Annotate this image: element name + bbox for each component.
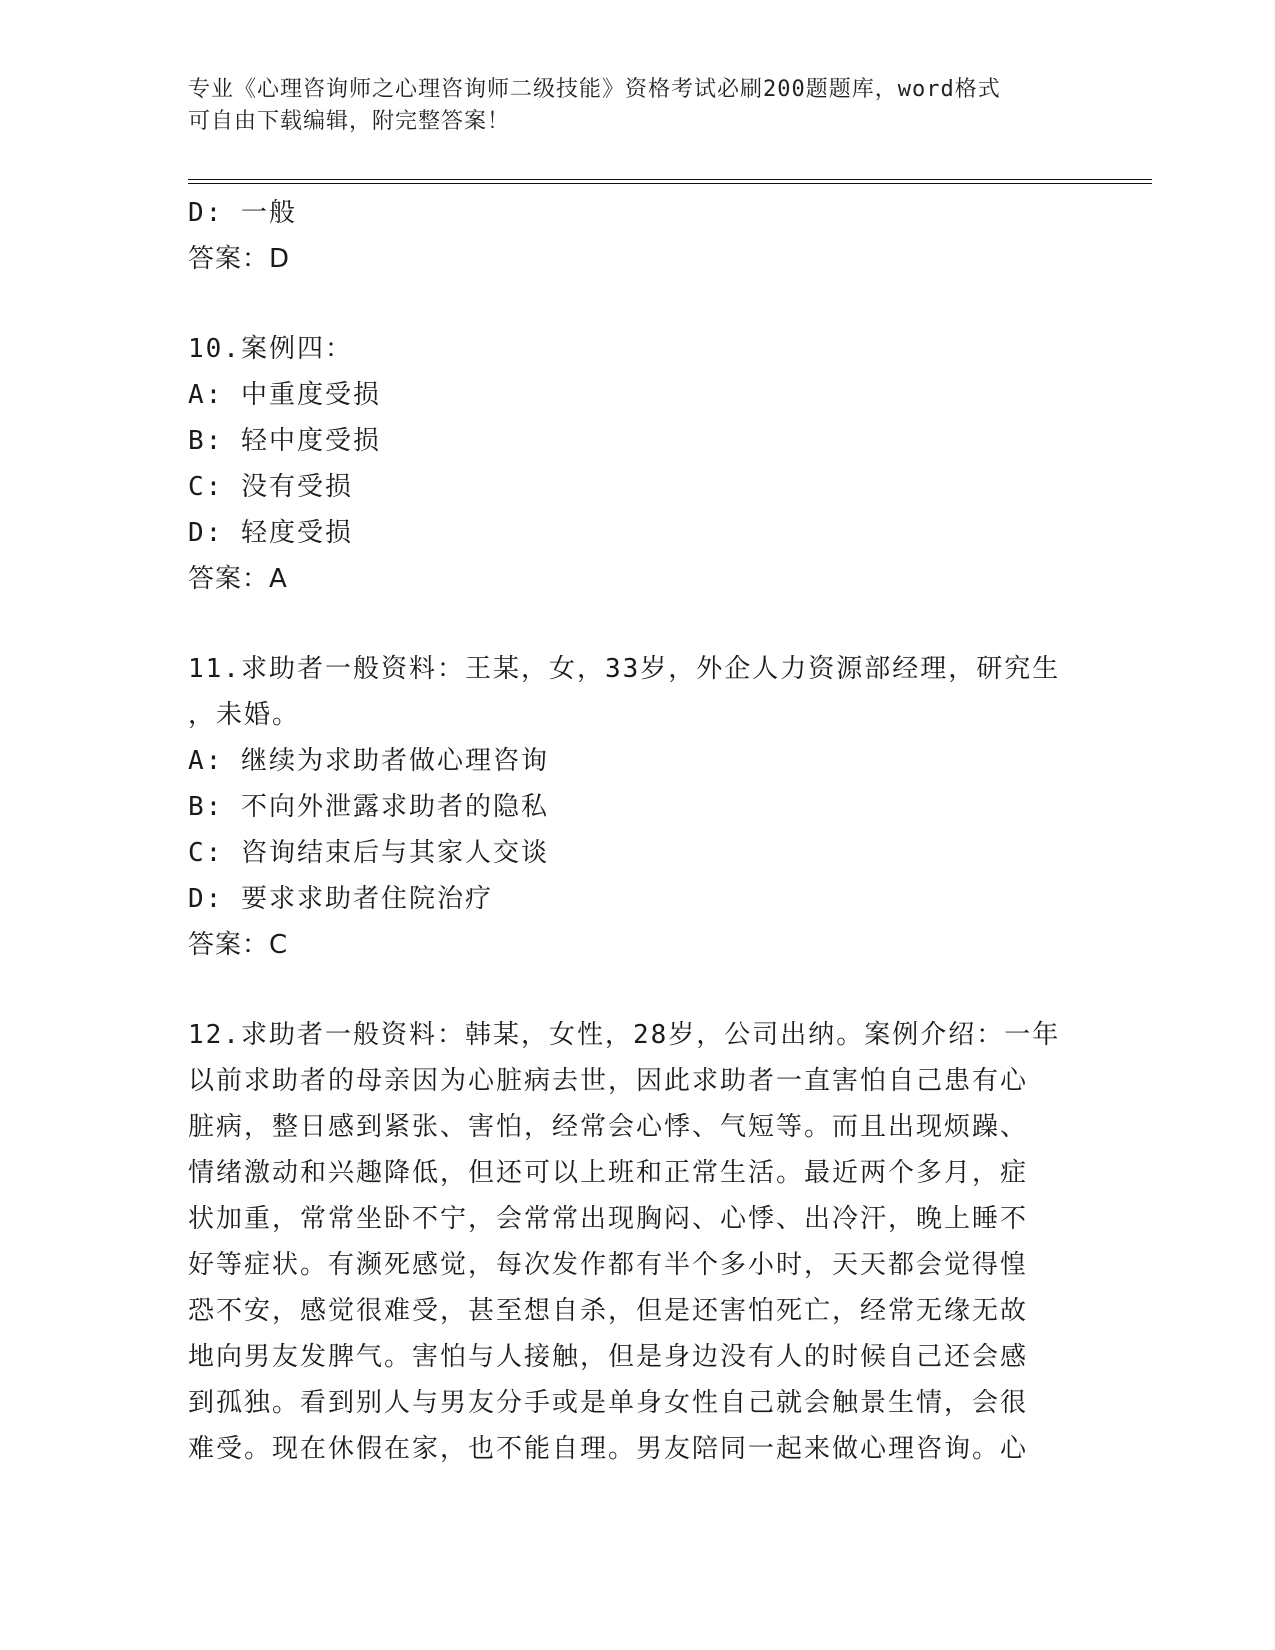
question-text: 10.案例四： [188,334,353,364]
question-text-line-3: 脏病，整日感到紧张、害怕，经常会心悸、气短等。而且出现烦躁、 [188,1112,1029,1142]
option-c: C: 没有受损 [188,472,353,502]
question-12 [188,1012,1088,1472]
question-text-line-2: 以前求助者的母亲因为心脏病去世，因此求助者一直害怕自己患有心 [188,1066,1029,1096]
question-text-line-6: 好等症状。有濒死感觉，每次发作都有半个多小时，天天都会觉得惶 [188,1250,1029,1280]
header-divider [188,179,1152,184]
question-text-line-5: 状加重，常常坐卧不宁，会常常出现胸闷、心悸、出冷汗，晚上睡不 [188,1204,1029,1234]
answer-label: 答案：C [188,930,289,960]
option-b: B: 不向外泄露求助者的隐私 [188,792,549,822]
option-c: C: 咨询结束后与其家人交谈 [188,838,549,868]
option-b: B: 轻中度受损 [188,426,381,456]
question-10 [188,326,1088,602]
question-text-line-2: ，未婚。 [188,700,301,730]
question-11 [188,646,1088,968]
carryover-block [188,190,1088,282]
option-d: D: 轻度受损 [188,518,353,548]
document-body [188,190,1088,1472]
question-text-line-10: 难受。现在休假在家，也不能自理。男友陪同一起来做心理咨询。心 [188,1434,1029,1464]
answer-label: 答案：D [188,244,291,274]
question-text-line-7: 恐不安，感觉很难受，甚至想自杀，但是还害怕死亡，经常无缘无故 [188,1296,1029,1326]
option-d: D: 要求求助者住院治疗 [188,884,493,914]
option-d: D: 一般 [188,198,297,228]
answer-label: 答案：A [188,564,288,594]
header-line-1: 专业《心理咨询师之心理咨询师二级技能》资格考试必刷200题题库，word格式 [188,77,1001,102]
option-a: A: 中重度受损 [188,380,381,410]
question-text-line-4: 情绪激动和兴趣降低，但还可以上班和正常生活。最近两个多月，症 [188,1158,1029,1188]
question-text-line-9: 到孤独。看到别人与男友分手或是单身女性自己就会触景生情，会很 [188,1388,1029,1418]
document-header [188,74,1088,138]
option-a: A: 继续为求助者做心理咨询 [188,746,549,776]
question-text-line-1: 11.求助者一般资料：王某，女，33岁，外企人力资源部经理，研究生 [188,654,1061,684]
question-text-line-8: 地向男友发脾气。害怕与人接触，但是身边没有人的时候自己还会感 [188,1342,1029,1372]
header-line-2: 可自由下载编辑，附完整答案！ [188,109,511,134]
question-text-line-1: 12.求助者一般资料：韩某，女性，28岁，公司出纳。案例介绍：一年 [188,1020,1061,1050]
